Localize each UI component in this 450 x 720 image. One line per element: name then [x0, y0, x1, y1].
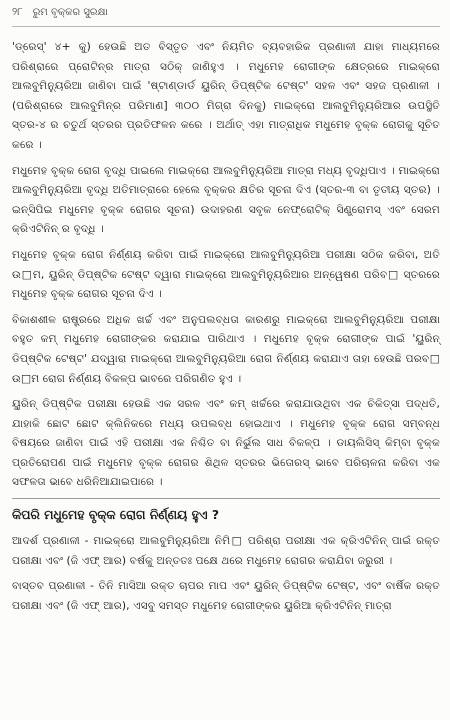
body-paragraph: ୟୁରିନ୍ ଡିପ୍‌ଷ୍ଟିକ ପରୀକ୍ଷା ହେଉଛି ଏକ ସରଳ ଏବଂ କମ୍ ଖର୍ଚ୍ଚରେ କରାଯାଉଥିବା ଏକ ଚିକିତ୍ସା ପଦ୍ଧତି, ଯାହାକି ଛୋଟ ଛୋଟ କ୍ଲିନିକରେ ମଧ୍ୟ ଉପଲବ୍ଧ ହୋଇଥାଏ । ମଧୁମେହ ବୃକ୍କ ରୋଗ ସମ୍ବନ୍ଧ ବିଷୟରେ ଜାଣିବା ପାଇଁ ଏହି ପରୀକ୍ଷା ଏକ ନିଶ୍ଚିତ ବା ନିର୍ଭୁଲ ସାଧ ବିକଳ୍ପ । ଡାୟଲିସିସ୍ କିମ୍ବା ବୃକ୍କ ପ୍ରତିରୋପଣ ପାଇଁ ମଧୁମେହ ବୃକ୍କ ରୋଗର ଶିଥିଳ ସ୍ତରର ଭିତୋରସ୍ ଭାବେ ପରିଚାଳନା କରିବା ଏକ ସଫଳତା ଭାବେ ଧରିନିଆଯାଇପାରେ । [12, 397, 440, 489]
body-paragraph: ମଧୁମେହ ବୃକ୍କ ରୋଗ ବୃଦ୍ଧି ପାଇଲେ ମାଇକ୍ରୋ ଆଲବୁମିନ୍ୟୁରିଆ ମାତ୍ରା ମଧ୍ୟ ବୃଦ୍ଧିପାଏ । ମାଇକ୍ରୋ ଆଲବୁମିନ୍ୟୁରିଆ ବୃଦ୍ଧି ଅତିମାତ୍ରାରେ ହେଲେ ବୃକ୍କର କ୍ଷତିର ସୂଚନା ଦିଏ (ସ୍ତର-୩ ବା ତୃତୀୟ ସ୍ତର) । ଇନ୍‌ସିପିଇ ମଧୁମେହ ବୃକ୍କ ରୋଗର ସୂଚନା) ଉଦାହରଣ ସବୃକ ନେଫ୍ରୋଟିକ୍ ସିଣ୍ଡ୍ରୋମସ୍ ଏବଂ ସେରମ କ୍ରିଏଟିନିନ୍ ର ବୃଦ୍ଧି । [12, 163, 440, 236]
body-paragraph: ମଧୁମେହ ବୃକ୍କ ରୋଗ ନିର୍ଣ୍ଣୟ କରିବା ପାଇଁ ମାଇକ୍ରୋ ଆଲବୁମିନ୍ୟୁରିଆ ପରୀକ୍ଷା ସଠିକ କରିବା, ଅତି ଉ□ମ, ୟୁରିନ୍ ଡିପ୍‌ଷ୍ଟିକ ଟେଷ୍ଟ ଦ୍ୱାରା ମାଇକ୍ରୋ ଆଲବୁମିନ୍ୟୁରିଆର ଅନ୍ୱେଷଣ ପରିବ□ ସ୍ତରରେ ମଧୁମେହ ବୃକ୍କ ରୋଗର ସୂଚନା ଦିଏ । [12, 247, 440, 301]
body-paragraph: 'ଡ୍ରେସ୍' ୪+ କୁ) ହେଉଛି ଅତ ବିସ୍ତୃତ ଏବଂ ନିୟମିତ ବ୍ୟବହାରିକ ପ୍ରଣାଳୀ ଯାହା ମାଧ୍ୟମରେ ପରିଶ୍ରାରେ ପ୍ରୋଟିନ୍‌ର ମାତ୍ରା ସଠିକ୍ ଜାଣିହୁଏ । ମଧୁମେହ ରୋଗୀଙ୍କ କ୍ଷେତ୍ରରେ ମାଇକ୍ରୋ ଆଲବୁମିନ୍ୟୁରିଆ ଜାଣିବା ପାଇଁ 'ଷ୍ଟାଣ୍ଡାର୍ଡ ୟୁରିନ୍ ଡିପ୍‌ଷ୍ଟିକ ଟେଷ୍ଟ' ସହଳ ଏବଂ ସହଜ ପ୍ରଣାଳୀ । (ପରିଶ୍ରାରେ ଆଲବୁମିନ୍‌ର ପରିମାଣ] ୩୦୦ ମିଗ୍ରା ଦିନକୁ) ମାଇକ୍ରୋ ଆଲବୁମିନ୍ୟୁରିଆର ଉପସ୍ଥିତି ସ୍ତର-୪ ର ଚତୁର୍ଥ ସ୍ତରର ପ୍ରତିଫଳନ କରେ । ଅର୍ଥାତ୍ ଏହା ମାତ୍ରାଧିକ ମଧୁମେହ ବୃକ୍କ ରୋଗକୁ ସୂଚିତ କରେ । [12, 40, 440, 151]
body-paragraph: ବାସ୍ତବ ପ୍ରଣାଳୀ - ତିନି ମାସିଆ ରକ୍ତ ଚାପର ମାପ ଏବଂ ୟୁରିନ୍ ଡିପ୍‌ଷ୍ଟିକ ଟେଷ୍ଟ, ଏବଂ ବାର୍ଷିକ ରକ୍ତ ପରୀକ୍ଷା ଏବଂ (ଜି ଏଫ୍ ଆର), ଏସବୁ ସମସ୍ତ ମଧୁମେହ ରୋଗୀଙ୍କର ୟୁରିଆ କ୍ରିଏଟିନିନ୍ ମାତ୍ରା [12, 579, 440, 612]
page-number: ୨୮ [12, 6, 23, 18]
body-paragraph: ଆଦର୍ଶ ପ୍ରଣାଳୀ - ମାଇକ୍ରୋ ଆଲବୁମିନ୍ୟୁରିଆ ନିମି□ ପରିଶ୍ରା ପରୀକ୍ଷା ଏକ କ୍ରିଏଟିନିନ୍ ପାଇଁ ରକ୍ତ ପରୀକ୍ଷା ଏବଂ (ଜି ଏଫ୍ ଆର) ବର୍ଷକୁ ଅନ୍ତତଃ ପକ୍ଷେ ଥରେ ମଧୁମେହ ରୋଗର କରାଯିବା ଜରୁରୀ । [12, 534, 440, 567]
page-body [12, 27, 440, 615]
body-paragraph: ବିକାଶଶୀଳ ରାଷ୍ଟ୍ରରେ ଅଧିକ ଖର୍ଚ୍ଚ ଏବଂ ଅନୁପଲବ୍ଧତା କାରଣରୁ ମାଇକ୍ରୋ ଆଲବୁମିନ୍ୟୁରିଆ ପରୀକ୍ଷା ବହୁତ କମ୍ ମଧୁମେହ ରୋଗୀଙ୍କର କରାଯାଇ ପାରିଥାଏ । ମଧୁମେହ ବୃକ୍କ ରୋଗୀଙ୍କ ପାଇଁ 'ୟୁରିନ୍ ଡିପ୍‌ଷ୍ଟିକ ଟେଷ୍ଟ' ଯଦ୍ୱାରା ମାଇକ୍ରୋ ଆଲବୁମିନ୍ୟୁରିଆ ରୋଗ ନିର୍ଣ୍ଣୟ କରାଯାଏ ତାହା ହେଉଛି ପରବ□ ଉ□ମ ରୋଗ ନିର୍ଣ୍ଣୟ ବିକଳ୍ପ ଭାବରେ ପରିଗଣିତ ହୁଏ । [12, 312, 440, 385]
running-header [12, 0, 440, 27]
running-title: ରୁମ ବୃକ୍କର ସୁରକ୍ଷା [32, 7, 108, 18]
section-divider [12, 498, 440, 499]
section-heading: କିପରି ମଧୁମେହ ବୃକ୍କ ରୋଗ ନିର୍ଣ୍ଣୟ ହୁଏ ? [12, 507, 220, 523]
